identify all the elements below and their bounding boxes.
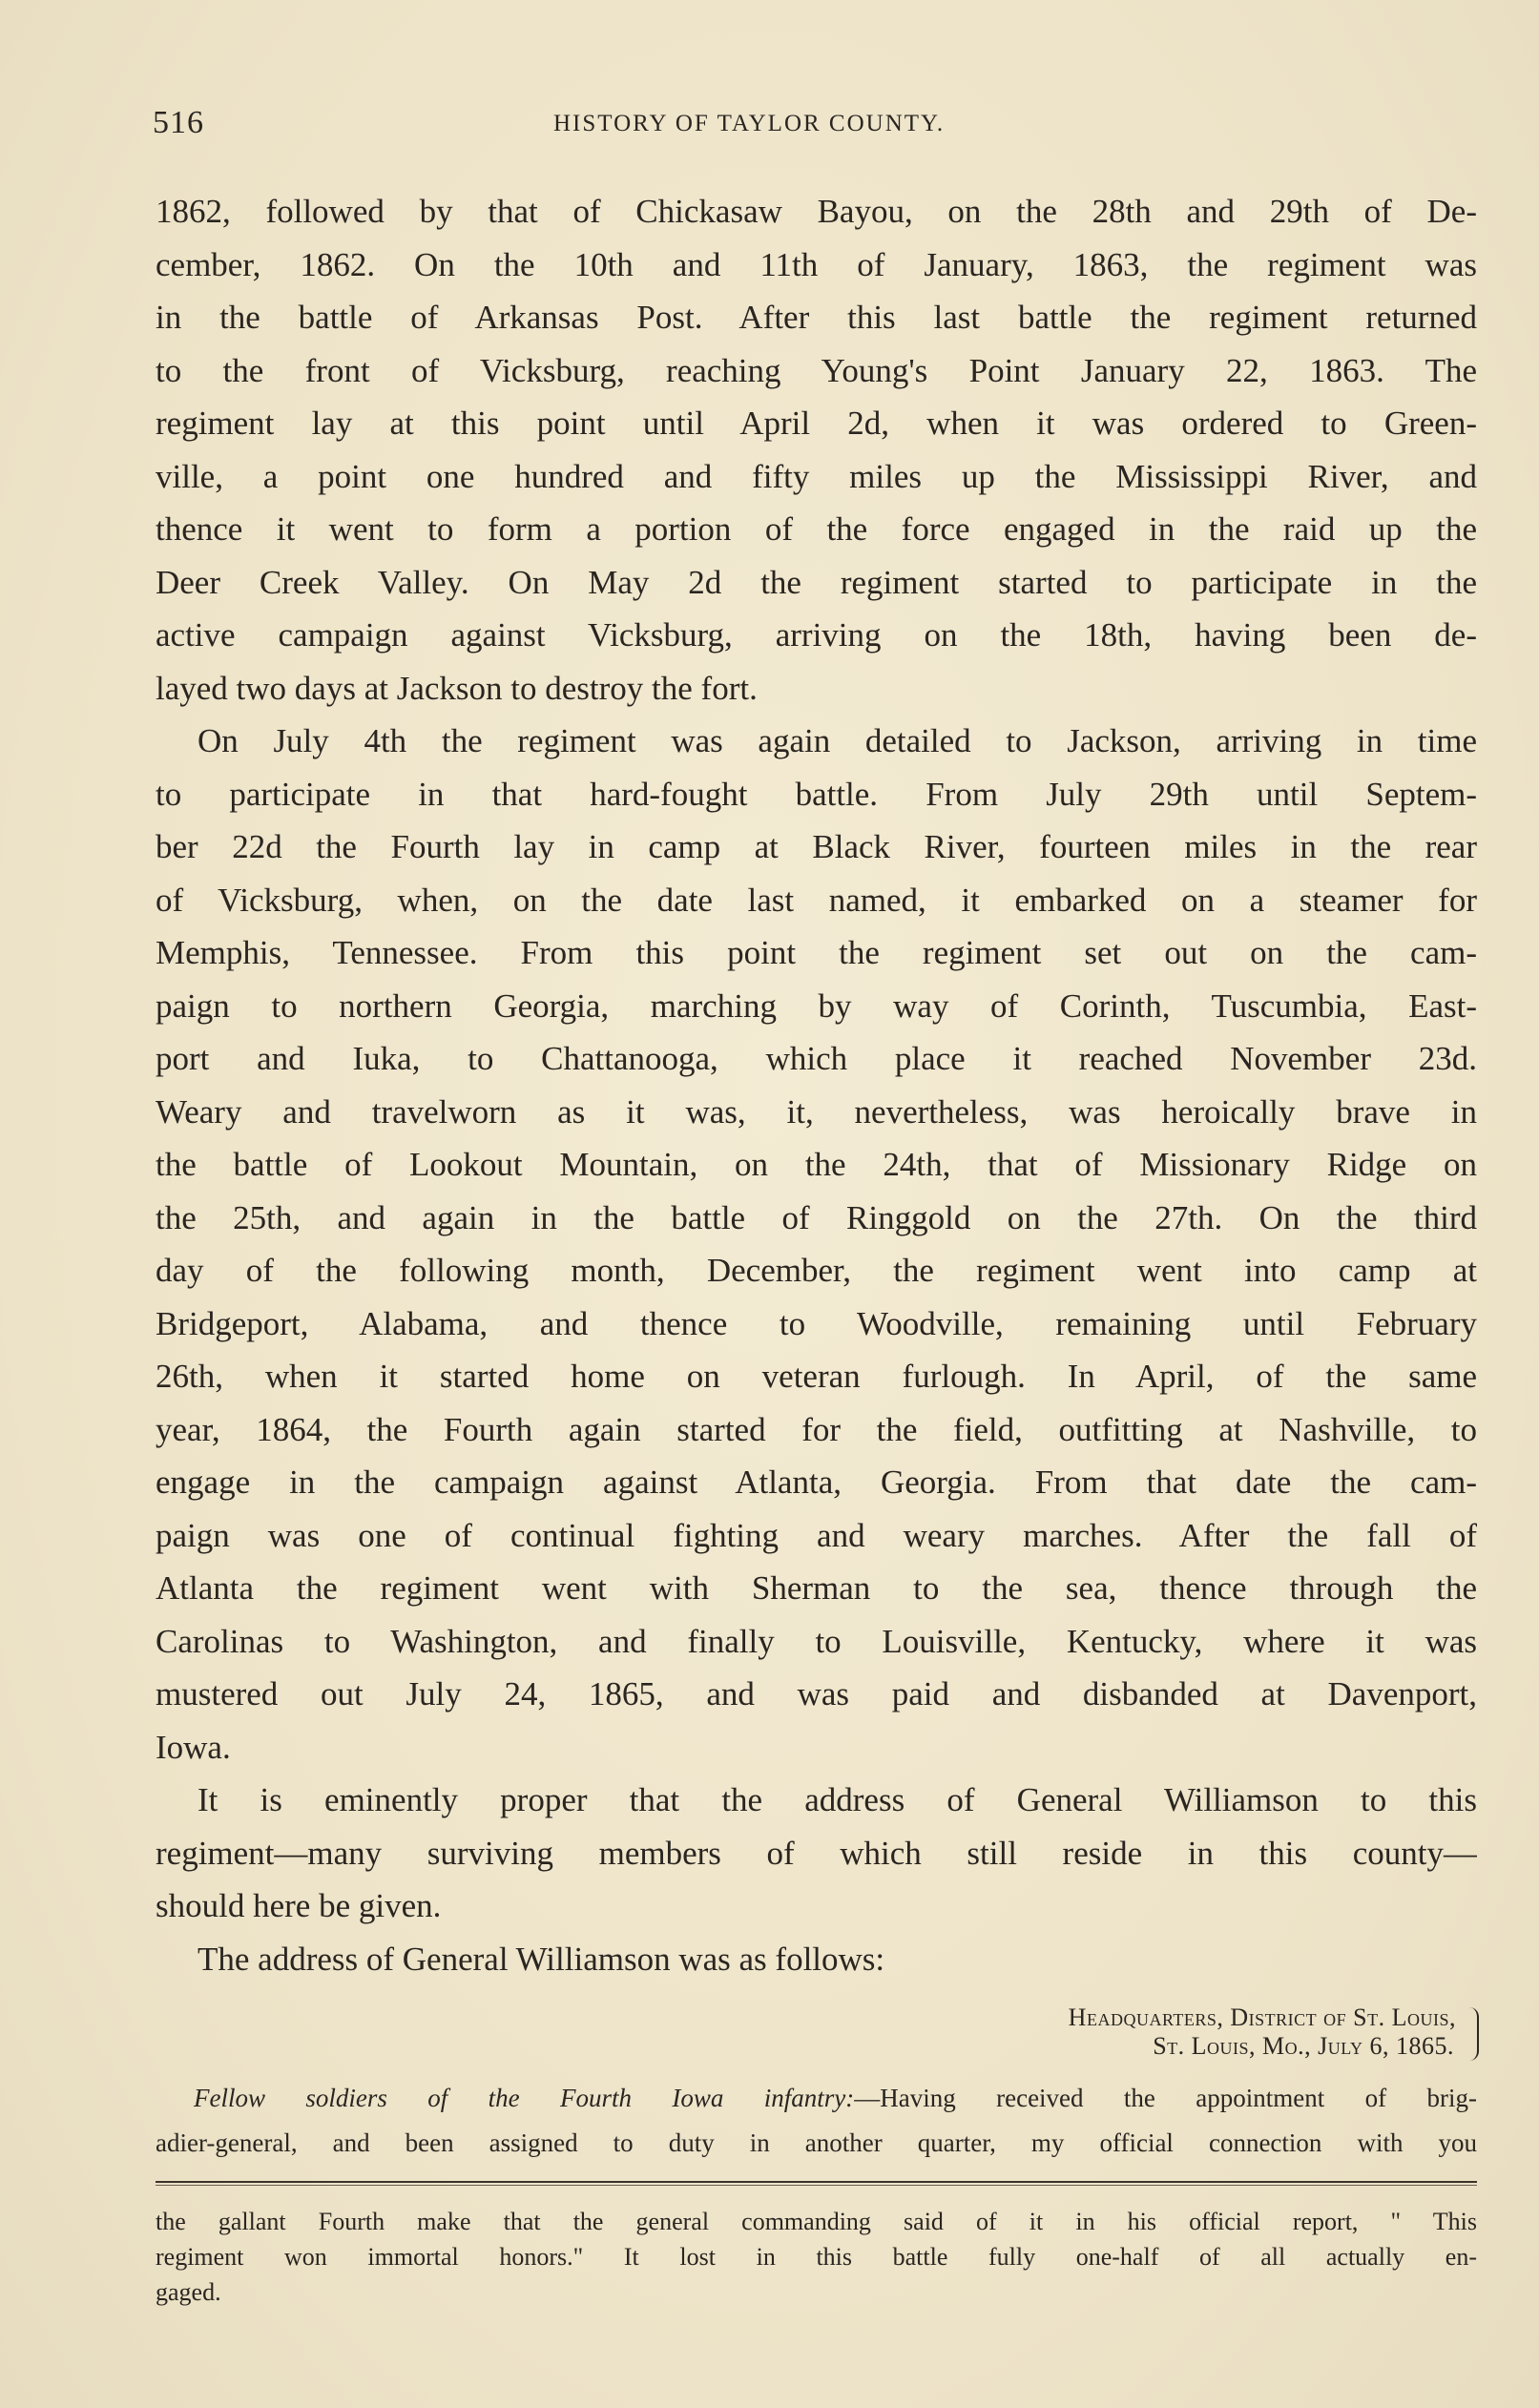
body-line: Weary and travelworn as it was, it, nevertheless, was heroically brave in [156,1092,1477,1131]
paragraph-start: The address of General Williamson was as follows: [198,1940,885,1978]
body-line: paign to northern Georgia, marching by way of Corinth, Tuscumbia, East- [156,986,1477,1025]
paragraph-start: On July 4th the regiment was again detailed to Jackson, arriving in time [198,722,1477,759]
letter-line-rest: —Having received the appointment of brig- [854,2084,1477,2112]
footnote [156,2204,1477,2310]
footnote-line: the gallant Fourth make that the general commanding said of it in his official report, " This [156,2208,1477,2235]
letter-line: adier-general, and been assigned to duty in another quarter, my official connection with you [156,2128,1477,2157]
body-line: ville, a point one hundred and fifty miles up the Mississippi River, and [156,457,1477,495]
body-line: Carolinas to Washington, and finally to Louisville, Kentucky, where it was [156,1622,1477,1660]
paragraph-start: It is eminently proper that the address of General Williamson to this [198,1781,1477,1818]
body-line: day of the following month, December, the regiment went into camp at [156,1252,1477,1289]
body-line: cember, 1862. On the 10th and 11th of January, 1863, the regiment was [156,245,1477,283]
body-line: regiment lay at this point until April 2d, when it was ordered to Green- [156,405,1477,442]
salutation: Fellow soldiers of the Fourth Iowa infantry: [194,2084,855,2112]
body-line: 1862, followed by that of Chickasaw Bayou, on the 28th and 29th of De- [156,193,1477,230]
footnote-line: gaged. [156,2278,221,2306]
body-line: of Vicksburg, when, on the date last named, it embarked on a steamer for [156,881,1477,919]
body-line: Iowa. [156,1728,231,1766]
body-line: Memphis, Tennessee. From this point the regiment set out on the cam- [156,934,1477,971]
body-line: to the front of Vicksburg, reaching Young's Point January 22, 1863. The [156,351,1477,389]
letterhead-line: Headquarters, District of St. Louis, [1068,2003,1456,2031]
letter-heading [782,2003,1479,2061]
brace-mark [1466,2007,1479,2061]
body-line: thence it went to form a portion of the force engaged in the raid up the [156,510,1477,548]
page-header [153,105,1479,147]
body-line: ber 22d the Fourth lay in camp at Black River, fourteen miles in the rear [156,828,1477,865]
body-line: engage in the campaign against Atlanta, Georgia. From that date the cam- [156,1463,1477,1501]
body-line: mustered out July 24, 1865, and was paid and disbanded at Davenport, [156,1675,1477,1713]
body-line: port and Iuka, to Chattanooga, which place it reached November 23d. [156,1040,1477,1077]
body-line: layed two days at Jackson to destroy the fort. [156,669,758,707]
letter-line [156,2076,1477,2121]
body-line: paign was one of continual fighting and weary marches. After the fall of [156,1516,1477,1554]
body-line: year, 1864, the Fourth again started for the field, outfitting at Nashville, to [156,1410,1477,1448]
body-line: 26th, when it started home on veteran furlough. In April, of the same [156,1358,1477,1395]
letterhead-line: St. Louis, Mo., July 6, 1865. [1153,2032,1454,2060]
body-line: Bridgeport, Alabama, and thence to Woodville, remaining until February [156,1304,1477,1342]
body-line: the 25th, and again in the battle of Ringgold on the 27th. On the third [156,1198,1477,1236]
footnote-line: regiment won immortal honors." It lost in this battle fully one-half of all actually en- [156,2243,1477,2271]
body-line: Atlanta the regiment went with Sherman to the sea, thence through the [156,1569,1477,1607]
footnote-divider [156,2185,1477,2186]
footnote-divider [156,2181,1477,2183]
body-line: regiment—many surviving members of which still reside in this county— [156,1834,1477,1872]
body-line: to participate in that hard-fought battle. From July 29th until Septem- [156,775,1477,813]
page-number: 516 [153,105,204,140]
body-line: Deer Creek Valley. On May 2d the regiment started to participate in the [156,563,1477,601]
body-text [156,185,1477,1985]
body-line: active campaign against Vicksburg, arriving on the 18th, having been de- [156,616,1477,654]
letter-text [156,2076,1477,2166]
body-line: should here be given. [156,1887,442,1924]
body-line: in the battle of Arkansas Post. After this last battle the regiment returned [156,299,1477,336]
running-head: HISTORY OF TAYLOR COUNTY. [553,111,946,136]
body-line: the battle of Lookout Mountain, on the 24th, that of Missionary Ridge on [156,1146,1477,1183]
